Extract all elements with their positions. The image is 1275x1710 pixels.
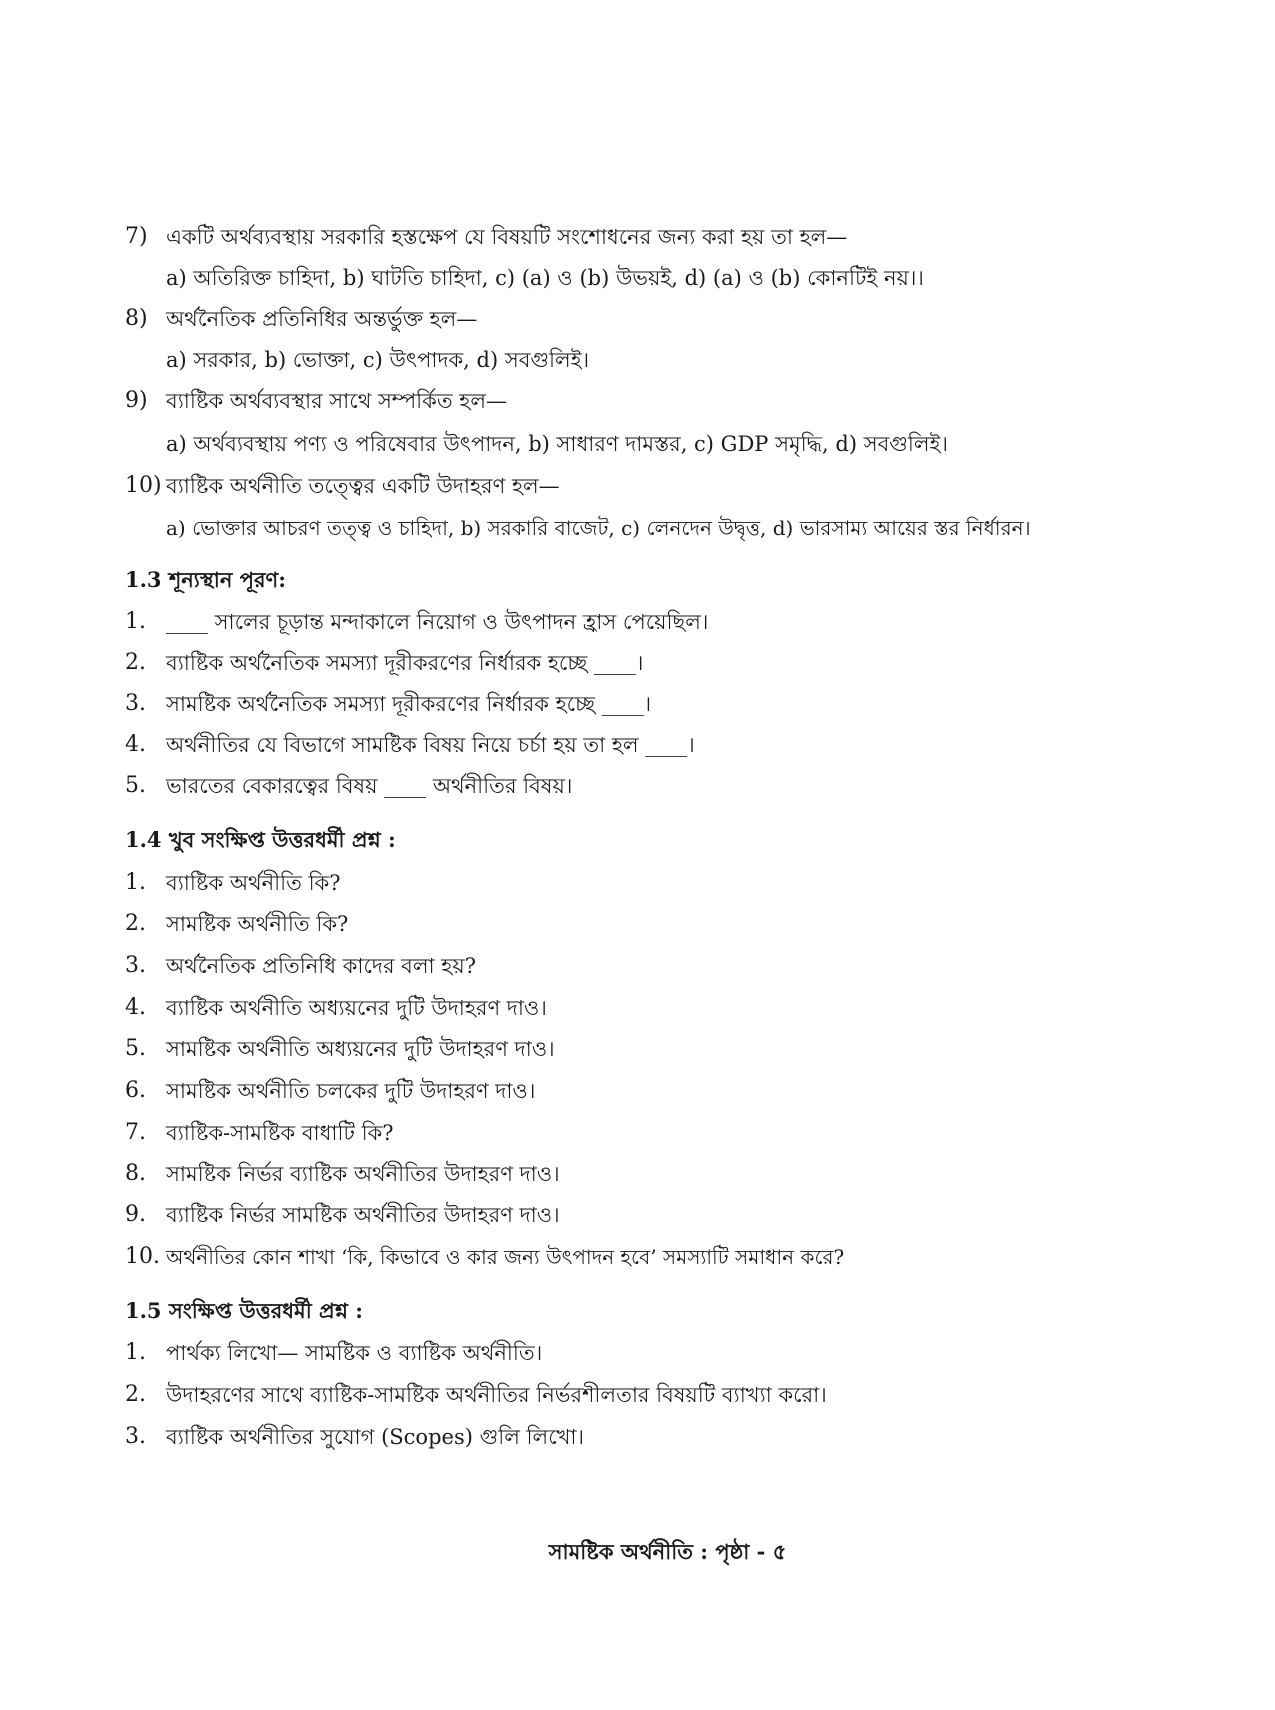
item-text: ব্যাষ্টিক অর্থনীতি কি? xyxy=(166,871,341,895)
item-text: সামষ্টিক অর্থনীতি কি? xyxy=(166,912,349,936)
item-number: 2. xyxy=(125,650,146,675)
page-footer xyxy=(0,1537,1275,1567)
section-heading: 1.4 খুব সংক্ষিপ্ত উত্তরধর্মী প্রশ্ন : xyxy=(125,827,396,852)
item-text: সামষ্টিক অর্থনীতি অধ্যয়নের দুটি উদাহরণ দাও। xyxy=(166,1037,555,1061)
item-number: 8. xyxy=(125,1161,146,1186)
item-text: উদাহরণের সাথে ব্যাষ্টিক-সামষ্টিক অর্থনীতির নির্ভরশীলতার বিষয়টি ব্যাখ্যা করো। xyxy=(166,1383,827,1407)
item-number: 1. xyxy=(125,870,146,895)
item-number: 1. xyxy=(125,1340,146,1365)
question-options: a) অতিরিক্ত চাহিদা, b) ঘাটতি চাহিদা, c) (a) ও (b) উভয়ই, d) (a) ও (b) কোনটিই নয়।। xyxy=(166,266,924,290)
item-number: 10. xyxy=(125,1244,160,1269)
item-number: 5. xyxy=(125,773,146,798)
item-number: 4. xyxy=(125,995,146,1020)
item-text: ব্যাষ্টিক-সামষ্টিক বাধাটি কি? xyxy=(166,1121,394,1145)
item-text: ভারতের বেকারত্বের বিষয় ____ অর্থনীতির বিষয়। xyxy=(166,774,573,798)
item-text: ব্যাষ্টিক অর্থনীতি অধ্যয়নের দুটি উদাহরণ দাও। xyxy=(166,996,547,1020)
item-number: 9. xyxy=(125,1202,146,1227)
item-number: 2. xyxy=(125,1382,146,1407)
question-options: a) সরকার, b) ভোক্তা, c) উৎপাদক, d) সবগুলিই। xyxy=(166,348,590,372)
item-text: ____ সালের চূড়ান্ত মন্দাকালে নিয়োগ ও উৎপাদন হ্রাস পেয়েছিল। xyxy=(166,610,709,634)
question-number: 8) xyxy=(125,306,148,331)
item-number: 2. xyxy=(125,911,146,936)
item-text: ব্যাষ্টিক নির্ভর সামষ্টিক অর্থনীতির উদাহরণ দাও। xyxy=(166,1203,560,1227)
item-text: সামষ্টিক অর্থনীতি চলকের দুটি উদাহরণ দাও। xyxy=(166,1079,536,1103)
question-options: a) ভোক্তার আচরণ তত্ত্ব ও চাহিদা, b) সরকারি বাজেট, c) লেনদেন উদ্বৃত্ত, d) ভারসাম্য আয়ের স্তর নির্ধারন। xyxy=(166,516,1031,540)
item-text: অর্থনৈতিক প্রতিনিধি কাদের বলা হয়? xyxy=(166,954,476,978)
item-text: ব্যাষ্টিক অর্থনৈতিক সমস্যা দূরীকরণের নির্ধারক হচ্ছে ____। xyxy=(166,651,644,675)
item-text: পার্থক্য লিখো— সামষ্টিক ও ব্যাষ্টিক অর্থনীতি। xyxy=(166,1341,543,1365)
question-text: অর্থনৈতিক প্রতিনিধির অন্তর্ভুক্ত হল— xyxy=(166,307,478,331)
item-text: অর্থনীতির কোন শাখা ‘কি, কিভাবে ও কার জন্য উৎপাদন হবে’ সমস্যাটি সমাধান করে? xyxy=(166,1245,845,1269)
item-text: ব্যাষ্টিক অর্থনীতির সুযোগ (Scopes) গুলি লিখো। xyxy=(166,1425,585,1449)
item-number: 3. xyxy=(125,1424,146,1449)
item-text: অর্থনীতির যে বিভাগে সামষ্টিক বিষয় নিয়ে চর্চা হয় তা হল ____। xyxy=(166,733,695,757)
item-text: সামষ্টিক নির্ভর ব্যাষ্টিক অর্থনীতির উদাহরণ দাও। xyxy=(166,1162,560,1186)
question-number: 10) xyxy=(125,473,162,498)
item-number: 1. xyxy=(125,609,146,634)
footer-text: সামষ্টিক অর্থনীতি : পৃষ্ঠা - ৫ xyxy=(548,1539,787,1564)
section-heading: 1.3 শূন্যস্থান পূরণ: xyxy=(125,567,286,592)
question-number: 7) xyxy=(125,224,148,249)
item-number: 4. xyxy=(125,732,146,757)
question-number: 9) xyxy=(125,388,148,413)
item-number: 6. xyxy=(125,1078,146,1103)
item-number: 3. xyxy=(125,953,146,978)
item-number: 3. xyxy=(125,691,146,716)
item-text: সামষ্টিক অর্থনৈতিক সমস্যা দূরীকরণের নির্ধারক হচ্ছে ____। xyxy=(166,692,652,716)
question-text: ব্যাষ্টিক অর্থনীতি তত্ত্বের একটি উদাহরণ হল— xyxy=(166,474,560,498)
item-number: 5. xyxy=(125,1036,146,1061)
question-text: ব্যাষ্টিক অর্থব্যবস্থার সাথে সম্পর্কিত হল— xyxy=(166,389,507,413)
section-heading: 1.5 সংক্ষিপ্ত উত্তরধর্মী প্রশ্ন : xyxy=(125,1298,363,1323)
question-text: একটি অর্থব্যবস্থায় সরকারি হস্তক্ষেপ যে বিষয়টি সংশোধনের জন্য করা হয় তা হল— xyxy=(166,225,848,249)
item-number: 7. xyxy=(125,1120,146,1145)
question-options: a) অর্থব্যবস্থায় পণ্য ও পরিষেবার উৎপাদন, b) সাধারণ দামস্তর, c) GDP সমৃদ্ধি, d) সবগুলিই। xyxy=(166,432,948,456)
